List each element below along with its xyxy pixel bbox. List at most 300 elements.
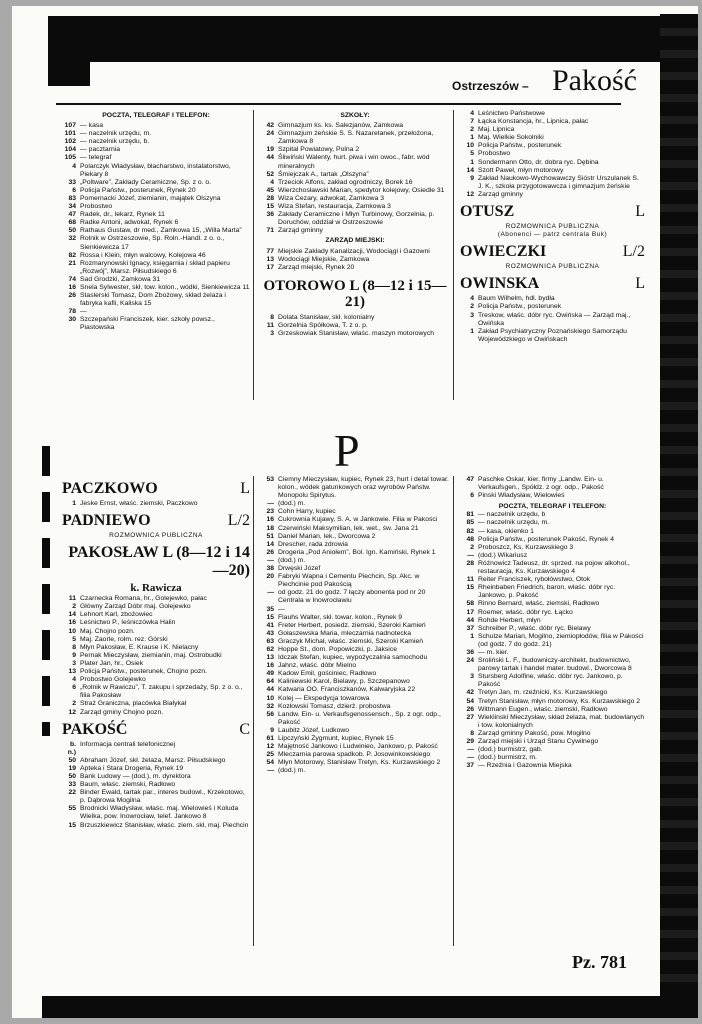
list-item-number: 38 xyxy=(266,565,274,573)
list-item xyxy=(460,528,645,536)
list-item xyxy=(460,625,645,633)
list-item xyxy=(460,110,645,118)
list-item-text: Drescher, rada zdrowia xyxy=(278,540,348,548)
list-item-number: 37 xyxy=(466,762,474,770)
list-item-text: Polarczyk Władysław, blacharstwo, instalatorstwo, Piekary 8 xyxy=(80,162,231,178)
list-item-number: 83 xyxy=(68,194,76,202)
list-item xyxy=(460,576,645,584)
list-item-number: 2 xyxy=(470,303,474,311)
list-item xyxy=(460,730,645,738)
list-item-number: 32 xyxy=(266,702,274,710)
list-item xyxy=(260,154,450,170)
list-item xyxy=(260,314,450,322)
pakoslaw-subheading: k. Rawicza xyxy=(130,582,182,595)
list-item-number: 24 xyxy=(266,130,274,138)
list-item xyxy=(62,644,250,652)
list-item-text: Mleczarnia parowa spadkob. P. Josowinkowskiego xyxy=(278,751,431,759)
list-item-text: Zakład Naukowo-Wychowawczy Sióstr Urszulanek S. J. K., szkoła przygotowawcza i gimnazjum żeńskie xyxy=(478,174,639,190)
list-item xyxy=(260,557,450,565)
list-item-text: Katwaria OO. Franciszkanów, Kalwaryjska 22 xyxy=(278,686,416,694)
list-item xyxy=(62,203,250,211)
list-item-text: Drwęski Józef xyxy=(278,565,321,573)
list-item-number: 5 xyxy=(470,150,474,158)
list-item-number: 16 xyxy=(266,516,274,524)
list-item-number: 11 xyxy=(68,595,76,603)
list-item-text: Pernak Mieczysław, ziemianin, maj. Ostrobudki xyxy=(80,651,222,659)
list-item-number: 56 xyxy=(266,710,274,718)
list-item-number: 47 xyxy=(466,476,474,483)
list-item-text: Radke Antoni, adwokat, Rynek 6 xyxy=(80,219,179,227)
list-item xyxy=(260,573,450,589)
list-item-number: 17 xyxy=(266,263,274,271)
list-item-number: 23 xyxy=(266,508,274,516)
running-header-title: Pakość xyxy=(552,64,637,97)
list-item xyxy=(260,589,450,605)
list-item xyxy=(260,533,450,541)
list-item-text: Schreiber P., właśc. dóbr ryc. Bielawy xyxy=(478,624,591,632)
list-item xyxy=(62,235,250,251)
list-item-text: Rossa i Klein, młyn walcowy, Kolejowa 46 xyxy=(80,251,206,259)
list-item-text: Hoppe St., dom. Popowiczki, p. Jaksice xyxy=(278,645,397,653)
list-item-text: Staslerski Tomasz, Dom Zbożowy, skład żelaza i fabryka kafli, Kaliska 15 xyxy=(80,292,226,308)
list-item-number: 4 xyxy=(270,178,274,186)
list-item-text: Cukrownia Kujawy, S. A. w Jankowie. Filia w Pakości xyxy=(278,516,438,524)
owinska-heading: OWINSKA L xyxy=(460,275,645,293)
list-item-number: 42 xyxy=(266,122,274,130)
list-item-number: — xyxy=(467,754,474,762)
list-item-number: 1 xyxy=(72,500,76,507)
list-item-text: Zakład Psychiatryczny Poznańskiego Samorządu Wojewódzkiego w Owińskach xyxy=(478,327,627,343)
list-item xyxy=(460,584,645,600)
list-item xyxy=(460,600,645,608)
list-item-number: 33 xyxy=(68,781,76,789)
list-item xyxy=(62,500,250,508)
list-item-text: od godz. 21 do godz. 7 łączy abonenta pod nr 20 Centrala w Inowrocławiu xyxy=(278,589,426,605)
list-item-text: Młyn Pakosław, E. Krause i K. Nielacny xyxy=(80,643,199,651)
list-item-text: Czerwiński Maksymilian, lek. wet., św. Jana 21 xyxy=(278,524,419,532)
list-item xyxy=(62,652,250,660)
list-item-text: Ciemny Mieczysław, kupiec, Rynek 23, hurt i detal towar. kolon., wódek gatunkowych oraz wyrobów Państw. Monopolu Spirytus. xyxy=(278,476,449,500)
list-item xyxy=(260,630,450,638)
list-item-number: 8 xyxy=(470,729,474,737)
list-item-text: (dod.) Wikariusz xyxy=(478,551,528,559)
list-item-number: 55 xyxy=(68,805,76,813)
list-item-number: 13 xyxy=(68,668,76,676)
list-item-text: Reiter Franciszek, rybołówstwo, Otok xyxy=(478,576,591,584)
list-item xyxy=(460,476,645,492)
list-item-text: Sad Grodzki, Zamkowa 31 xyxy=(80,275,161,283)
list-item-number: 2 xyxy=(72,603,76,611)
list-item xyxy=(460,142,645,150)
list-item xyxy=(62,284,250,292)
column-rule xyxy=(453,110,454,400)
list-item xyxy=(260,500,450,508)
padniewo-heading: PADNIEWO L/2 xyxy=(62,512,250,530)
list-item-text: — naczelnik urzędu, b xyxy=(478,511,546,519)
list-item-text: Śmiejczak A., tartak „Olszyna” xyxy=(278,170,369,178)
list-item xyxy=(460,657,645,673)
pakosc-post-heading: POCZTA, TELEGRAF I TELEFON: xyxy=(498,503,607,511)
list-item-text: Fabryki Wapna i Cementu Piechcin, Sp. Akc. w Piechcinie pod Pakością xyxy=(278,573,420,589)
list-item-number: 107 xyxy=(64,122,76,130)
list-item-number: 12 xyxy=(68,708,76,716)
list-item xyxy=(260,614,450,622)
list-item xyxy=(260,695,450,703)
padniewo-subheading: ROZMOWNICA PUBLICZNA xyxy=(109,532,203,540)
list-item-text: Proboszcz, Ks. Kurzawskiego 3 xyxy=(478,543,574,551)
list-item-number: 10 xyxy=(68,627,76,635)
scan-border-left xyxy=(42,446,50,736)
list-item-number: 85 xyxy=(466,519,474,527)
list-item-text: Maj. Lipnica xyxy=(478,126,515,134)
list-item xyxy=(62,676,250,684)
list-item-text: — naczelnik urzędu, m. xyxy=(80,130,152,138)
list-item xyxy=(260,606,450,614)
list-item xyxy=(62,276,250,284)
list-item-number: 1 xyxy=(470,134,474,142)
otusz-subheading: ROZMOWNICA PUBLICZNA xyxy=(505,223,600,231)
list-item xyxy=(260,516,450,524)
list-item xyxy=(260,330,450,338)
list-item-text: Rolnik w Ostrzeszowie, Sp. Roln.-Handl. z o. o., Sienkiewicza 17 xyxy=(80,235,225,251)
list-item xyxy=(62,252,250,260)
list-item-text: Idczak Stefan, kupiec, wypożyczalnia samochodu xyxy=(278,654,428,662)
list-item xyxy=(460,295,645,303)
list-item-text: Jahnz, właśc. dóbr Mielno xyxy=(278,662,357,670)
list-item-text: — xyxy=(80,308,87,316)
list-item-number: 2 xyxy=(470,126,474,134)
list-item-number: 13 xyxy=(266,654,274,662)
list-item xyxy=(62,154,250,162)
paczkowo-entries xyxy=(62,500,250,508)
list-item xyxy=(260,565,450,573)
list-item xyxy=(260,476,450,500)
list-item xyxy=(460,649,645,657)
running-header-small: Ostrzeszów – xyxy=(452,79,529,93)
list-item-number: 30 xyxy=(68,316,76,324)
list-item-number: 54 xyxy=(266,759,274,767)
list-item-text: Baum Wilhelm, hdl. bydła xyxy=(478,295,555,303)
list-item-number: 36 xyxy=(266,211,274,219)
list-item-text: Straż Graniczna, placówka Białykał xyxy=(80,700,187,708)
list-item-text: Landw. Ein- u. Verkaufsgenossensch., Sp. z ogr. odp., Pakość xyxy=(278,710,441,726)
list-item-number: 15 xyxy=(266,203,274,211)
list-item-text: Szott Paweł, młyn motorowy xyxy=(478,166,564,174)
list-item xyxy=(62,781,250,789)
pakosc-entries-3a xyxy=(460,476,645,500)
list-item xyxy=(260,187,450,195)
list-item xyxy=(62,130,250,138)
column-rule xyxy=(253,110,254,400)
list-item-text: Roemer, właśc. dóbr ryc. Łącko xyxy=(478,608,573,616)
list-item-number: 15 xyxy=(68,821,76,829)
list-item xyxy=(62,773,250,781)
list-item-text: Policja Państw., posterunek, Chojno pozn. xyxy=(80,668,207,676)
list-item-number: 12 xyxy=(266,743,274,751)
list-item-number: 18 xyxy=(266,524,274,532)
list-item-number: 48 xyxy=(466,535,474,543)
column-p-1 xyxy=(62,476,250,956)
list-item xyxy=(260,541,450,549)
list-item-number: 33 xyxy=(68,178,76,186)
list-item-text: Leśnictwo P., leśniczówka Halin xyxy=(80,619,176,627)
list-item xyxy=(460,706,645,714)
list-item-number: 102 xyxy=(64,138,76,146)
list-item xyxy=(260,264,450,272)
list-item-number: 61 xyxy=(266,735,274,742)
list-item xyxy=(62,805,250,821)
list-item-text: Zakłady Ceramiczne i Młyn Turbinowy, Gorzelnia, p. Doruchów, oddział w Ostrzeszowie xyxy=(278,211,435,227)
list-item xyxy=(62,227,250,235)
list-item-text: Rohde Herbert, młyn xyxy=(478,616,541,624)
list-item-text: — naczelnik urzędu, m. xyxy=(478,519,550,527)
scan-border-top xyxy=(48,16,678,62)
pakoslaw-heading: PAKOSŁAW L (8—12 i 14—20) xyxy=(68,544,250,580)
list-item-text: Miejskie Zakłady Kanalizacji, Wodociągi i Gazowni xyxy=(278,247,430,255)
list-item-text: (dod.) m. xyxy=(278,500,306,508)
list-item-number: 64 xyxy=(266,678,274,686)
list-item-text: Maj. Chojno pozn. xyxy=(80,627,135,635)
list-item-number: 29 xyxy=(466,738,474,745)
list-item-number: 78 xyxy=(68,308,76,316)
list-item-text: Gorzelnia Spółkowa, T. z o. p. xyxy=(278,321,368,329)
list-item xyxy=(260,646,450,654)
list-item xyxy=(260,322,450,330)
list-item-text: Daniel Marian, lek., Dworcowa 2 xyxy=(278,532,376,540)
list-item-number: 74 xyxy=(68,275,76,283)
otusz-note: (Abonenci — patrz centrala Buk) xyxy=(497,231,608,239)
list-item-text: Zarząd gminny Pakość, pow. Mogilno xyxy=(478,729,591,737)
list-item-number: — xyxy=(267,767,274,775)
list-item xyxy=(62,179,250,187)
list-item-text: Informacja centrali telefonicznej xyxy=(80,740,176,748)
list-item-text: Policja Państw., posterunek Pakość, Rynek 4 xyxy=(478,535,615,543)
list-item xyxy=(62,789,250,805)
list-item-text: Kaliniewski Karol, Bielawy, p. Szczepanowo xyxy=(278,678,410,686)
list-item xyxy=(260,759,450,767)
list-item-text: Lipczyński Zygmunt, kupiec, Rynek 15 xyxy=(278,735,394,742)
page-number: Pz. 781 xyxy=(572,952,627,972)
list-item-text: Różnowicz Tadeusz, dr. sprzed. na pojow alkohol., restauracja, Ks. Kurzawskiego 4 xyxy=(478,559,630,576)
list-item xyxy=(260,256,450,264)
list-item-text: Sroliński L. F., budowniczy-architekt, budownictwo, parowy tartak i handel mater. budowl., Dworcowa 8 xyxy=(478,657,632,673)
list-item-text: Probostwo xyxy=(80,203,113,211)
list-item-text: Brodnicki Władysław, właśc. maj. Wielowieś i Koluda Wielka, pow. Inowrocław, telef. Jankowo 8 xyxy=(80,805,239,821)
list-item-number: 1 xyxy=(470,327,474,335)
list-item xyxy=(260,703,450,711)
list-item xyxy=(460,536,645,544)
list-item-number: 44 xyxy=(266,154,274,162)
pakosc-heading: PAKOŚĆ C xyxy=(62,720,250,738)
list-item-number: 42 xyxy=(466,689,474,697)
list-item xyxy=(62,211,250,219)
list-item-number: 15 xyxy=(266,613,274,621)
list-item-number: 44 xyxy=(466,616,474,624)
list-item xyxy=(62,122,250,130)
list-item-number: 77 xyxy=(266,247,274,255)
list-item-text: Zarząd miejski, Rynek 20 xyxy=(278,263,355,271)
list-item-text: Zarząd gminny xyxy=(278,227,323,235)
list-item-number: 19 xyxy=(266,146,274,154)
list-item xyxy=(460,698,645,706)
list-item xyxy=(460,492,645,500)
list-item-text: Dolata Stanisław, skł. kolonialny xyxy=(278,313,375,321)
list-item xyxy=(260,622,450,630)
list-item xyxy=(460,175,645,191)
list-item-text: Wittmann Eugen., właśc. ziemski, Radłowo xyxy=(478,705,608,713)
list-item-number: 4 xyxy=(470,295,474,303)
scan-border-right xyxy=(660,14,698,1004)
list-item xyxy=(260,122,450,130)
list-item xyxy=(460,714,645,730)
list-item-number: 41 xyxy=(266,621,274,629)
list-item-number: 6 xyxy=(72,684,76,692)
list-item-text: Zarząd miejski i Urząd Stanu Cywilnego xyxy=(478,738,599,745)
pakosc-entries-3b xyxy=(460,511,645,770)
list-item-number: 15 xyxy=(466,584,474,592)
list-item-number: 16 xyxy=(68,619,76,627)
list-item-number: 1 xyxy=(470,158,474,166)
list-item xyxy=(62,260,250,276)
list-item-text: Łącka Konstancja, hr., Lipnica, pałac xyxy=(478,118,589,126)
list-item-number: 3 xyxy=(270,329,274,337)
list-item-number: 21 xyxy=(68,259,76,267)
list-item xyxy=(460,746,645,754)
list-item-number: 32 xyxy=(68,235,76,243)
list-item-text: (dod.) m. xyxy=(278,767,306,775)
list-item-number: 3 xyxy=(470,673,474,681)
list-item-text: Abraham Józef, skł. żelaza, Marsz. Piłsudskiego xyxy=(80,756,226,764)
list-item xyxy=(62,619,250,627)
list-item-text: Śliwiński Walenty, hurt. piwa i win owoc., fabr. wód mineralnych xyxy=(278,154,430,170)
list-item-text: Probostwo xyxy=(478,150,511,158)
list-heading: POCZTA, TELEGRAF I TELEFON: xyxy=(102,112,210,119)
list-item-number: 105 xyxy=(64,154,76,162)
list-item xyxy=(62,308,250,316)
list-item xyxy=(460,126,645,134)
column-3-entries xyxy=(460,110,645,199)
otorowo-heading: OTOROWO L (8—12 i 15—21) xyxy=(263,277,447,310)
list-item-text: Grzeskowiak Stanisław, właśc. maszyn motorowych xyxy=(278,329,434,337)
list-item-text: Schulze Marian, Mogilno, ziemiopłodów, filia w Pakości (od godz. 7 do godz. 21) xyxy=(478,632,644,648)
list-item xyxy=(260,525,450,533)
list-item-text: Pomernacki Józef, ziemianin, majątek Olszyna xyxy=(80,194,221,202)
list-item xyxy=(460,738,645,746)
list-item xyxy=(260,203,450,211)
list-item-text: Wieklinski Mieczysław, skład żelaza, mat. budowlanych i tow. kolonialnych xyxy=(478,713,645,729)
list-item xyxy=(260,227,450,235)
list-item-text: Kolej — Ekspedycja towarowa xyxy=(278,694,370,702)
list-item-number: 43 xyxy=(266,629,274,637)
list-item-text: Zarząd gminny xyxy=(478,190,523,198)
list-item-number: 53 xyxy=(266,476,274,483)
list-item xyxy=(460,303,645,311)
list-item-text: Czarnecka Romana, hr., Golejewko, pałac xyxy=(80,595,207,603)
list-item xyxy=(460,191,645,199)
list-item xyxy=(62,765,250,773)
list-item xyxy=(62,603,250,611)
list-heading: ZARZĄD MIEJSKI: xyxy=(325,237,385,245)
list-item xyxy=(62,684,250,700)
column-ostrzeszow-2-entries xyxy=(260,112,450,272)
list-item xyxy=(260,248,450,256)
list-item-text: Rinno Bernard, właśc. ziemski, Radłowo xyxy=(478,600,600,608)
list-item-number: 47 xyxy=(68,211,76,219)
list-item-text: Policja Państw., posterunek, Rynek 20 xyxy=(80,186,196,194)
list-item-number: 45 xyxy=(266,186,274,194)
list-item-number: 16 xyxy=(68,283,76,291)
list-item-number: 25 xyxy=(266,751,274,759)
list-item-number: 4 xyxy=(72,162,76,170)
list-item xyxy=(62,741,250,757)
list-item-text: Kozłowski Tomasz, dzierż. probostwa xyxy=(278,702,391,710)
list-item-number: 68 xyxy=(68,219,76,227)
list-item-number: 5 xyxy=(72,635,76,643)
list-item-number: 52 xyxy=(266,170,274,178)
column-p-3 xyxy=(460,476,645,956)
list-item-number: 37 xyxy=(466,624,474,632)
list-item-number: — xyxy=(467,746,474,754)
owieczki-subheading: ROZMOWNICA PUBLICZNA xyxy=(505,263,600,271)
list-item-number: — xyxy=(267,589,274,597)
list-item-text: Tretyn Stanisław, młyn motorowy, Ks. Kurzawskiego 2 xyxy=(478,697,641,705)
list-item xyxy=(62,628,250,636)
list-item-number: 62 xyxy=(266,645,274,653)
list-item-text: Leśnictwo Państwowe xyxy=(478,110,545,117)
list-item xyxy=(62,822,250,830)
list-item-text: Wodociągi Miejskie, Zamkowa xyxy=(278,255,370,263)
list-item-number: 44 xyxy=(266,686,274,694)
list-item xyxy=(260,767,450,775)
list-item-number: 26 xyxy=(68,292,76,300)
list-item-number: 2 xyxy=(470,543,474,551)
list-item-text: (dod.) m. xyxy=(278,556,306,564)
list-item-number: 12 xyxy=(466,190,474,198)
list-item-number: — xyxy=(267,500,274,508)
list-item xyxy=(62,195,250,203)
list-item xyxy=(62,292,250,308)
list-item-text: Snela Sylwester, skł. tow. kolon., wódki, Sienkiewicza 11 xyxy=(80,283,250,291)
list-item-number: 6 xyxy=(72,186,76,194)
list-item-number: 14 xyxy=(68,611,76,619)
list-item-text: Binder Ewald, tartak par., interes budowl., Krzekotowo, p. Dąbrowa Mogilna xyxy=(80,789,245,805)
list-item-text: Sondermann Otto, dr. dobra ryc. Dębina xyxy=(478,158,599,166)
list-item-text: Lehnort Karl, zbożowiec xyxy=(80,611,153,619)
list-item-text: Freter Herbert, posiedz. ziemski, Szeroki Kamień xyxy=(278,621,426,629)
list-item-text: Flauhs Walter, skł. towar. kolon., Rynek 9 xyxy=(278,613,403,621)
list-item xyxy=(62,709,250,717)
list-item-text: — kasa xyxy=(80,122,104,130)
list-item xyxy=(460,689,645,697)
list-item xyxy=(260,549,450,557)
list-item-number: 8 xyxy=(270,313,274,321)
list-item xyxy=(260,670,450,678)
list-item-text: Brzuszkiewicz Stanisław, właśc. ziem. skł, maj. Piechcin xyxy=(80,821,249,829)
list-item-text: Pinski Władysław, Wielowieś xyxy=(478,492,565,500)
list-item xyxy=(62,316,250,332)
list-item xyxy=(460,134,645,142)
list-item xyxy=(62,611,250,619)
list-item xyxy=(460,754,645,762)
list-item-text: Wiza Stefan, restauracja, Zamkowa 3 xyxy=(278,203,391,211)
list-item-text: Wiza Cezary, adwokat, Zamkowa 3 xyxy=(278,194,385,202)
otorowo-entries xyxy=(260,314,450,338)
list-item-text: (dod.) burmistrz, m. xyxy=(478,754,537,762)
list-item-text: Rathaus Gustaw, dr med., Zamkowa 15, „Willa Marta” xyxy=(80,227,242,235)
list-item-text: Gołaszewska Maria, mleczarnia nadnotecka xyxy=(278,629,411,637)
list-item-number: 8 xyxy=(72,643,76,651)
list-item xyxy=(260,743,450,751)
